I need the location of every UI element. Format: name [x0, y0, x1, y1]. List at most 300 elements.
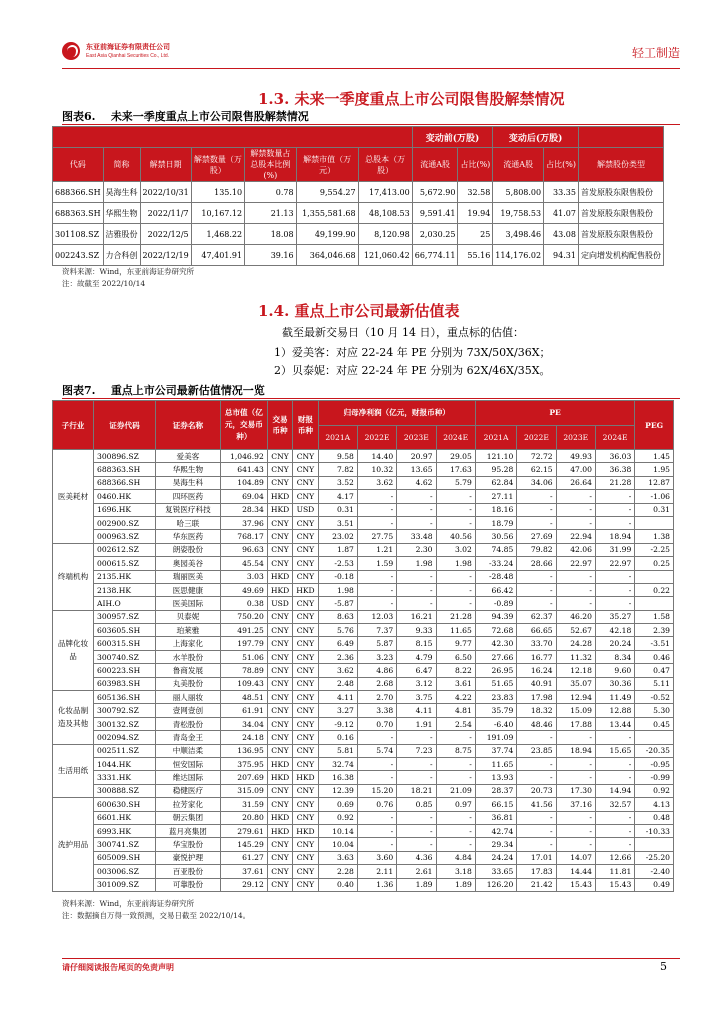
table-cell: 0.85: [397, 798, 436, 811]
table-cell: CNY: [267, 838, 292, 851]
table-cell: CNY: [267, 878, 292, 891]
table-cell: 62.37: [517, 610, 556, 623]
table-cell: 15.43: [595, 878, 634, 891]
col-peg: PEG: [635, 401, 674, 450]
table-cell: 0.69: [318, 798, 357, 811]
table-cell: 74.85: [475, 543, 516, 556]
col-mcap: 总市值（亿元，交易币种）: [220, 401, 267, 450]
table-row: [53, 530, 674, 543]
year-header: 2023E: [556, 425, 595, 450]
table-cell: -10.33: [635, 824, 674, 837]
table-cell: -: [436, 771, 475, 784]
table-row: [53, 650, 674, 663]
lockup-col-header: 解禁数量（万股）: [191, 148, 244, 182]
table-cell: 36.03: [595, 450, 634, 463]
table-cell: 4.13: [635, 798, 674, 811]
table-cell: 12.03: [357, 610, 396, 623]
table-cell: 49.93: [556, 450, 595, 463]
table-cell: 114,176.02: [493, 245, 544, 266]
table-cell: 19.94: [458, 203, 493, 224]
table-cell: 315.09: [220, 784, 267, 797]
table-cell: 3.62: [318, 664, 357, 677]
table-cell: 17.63: [436, 463, 475, 476]
table-cell: 6.47: [397, 664, 436, 677]
table-cell: 47.00: [556, 463, 595, 476]
table-cell: 中顺洁柔: [155, 744, 220, 757]
table-cell: 603605.SH: [94, 624, 156, 637]
table-cell: CNY: [267, 543, 292, 556]
table-cell: CNY: [293, 450, 318, 463]
table-cell: 605009.SH: [94, 851, 156, 864]
table-cell: 瑞丽医美: [155, 570, 220, 583]
table-cell: 21.09: [436, 784, 475, 797]
table-row: [53, 838, 674, 851]
table-row: [53, 851, 674, 864]
table-cell: 22.97: [556, 557, 595, 570]
table-cell: CNY: [267, 664, 292, 677]
table-cell: 33.70: [517, 637, 556, 650]
table-cell: 94.39: [475, 610, 516, 623]
table-cell: 62.15: [517, 463, 556, 476]
table-cell: -2.25: [635, 543, 674, 556]
table-cell: 17.01: [517, 851, 556, 864]
industry-group-label: 洗护用品: [53, 798, 94, 892]
table-cell: 3,498.46: [493, 224, 544, 245]
table-cell: 24.28: [556, 637, 595, 650]
date-note-1: 注：故截至 2022/10/14: [62, 279, 146, 288]
table-cell: 66.15: [475, 798, 516, 811]
table-cell: 25: [458, 224, 493, 245]
table-cell: 1.98: [397, 557, 436, 570]
table-cell: 8.75: [436, 744, 475, 757]
table-cell: 145.29: [220, 838, 267, 851]
table-cell: -: [397, 570, 436, 583]
table-cell: 78.89: [220, 664, 267, 677]
table-cell: 20.24: [595, 637, 634, 650]
table-cell: 17.83: [517, 865, 556, 878]
table-cell: 3.38: [357, 704, 396, 717]
table-cell: 华宝股份: [155, 838, 220, 851]
table-cell: 0.46: [635, 650, 674, 663]
table-cell: 1696.HK: [94, 503, 156, 516]
table-row: [53, 704, 674, 717]
table-cell: -6.40: [475, 717, 516, 730]
table-cell: CNY: [293, 597, 318, 610]
table-cell: -: [556, 811, 595, 824]
table-cell: -: [556, 838, 595, 851]
table-cell: 17,413.00: [358, 182, 412, 203]
table-cell: -: [595, 597, 634, 610]
table-cell: 30.36: [595, 677, 634, 690]
table-cell: -: [595, 490, 634, 503]
table-cell: 20.97: [397, 450, 436, 463]
table-cell: 4.22: [436, 691, 475, 704]
figure-label: 图表6.: [62, 110, 96, 123]
table-cell: 3.51: [318, 516, 357, 529]
table-cell: AIH.O: [94, 597, 156, 610]
table-cell: 62.84: [475, 476, 516, 489]
table-cell: 1.89: [397, 878, 436, 891]
lockup-header-blank: [53, 127, 413, 148]
table-cell: 8.22: [436, 664, 475, 677]
table-cell: 33.35: [544, 182, 579, 203]
year-header: 2021A: [475, 425, 516, 450]
table-cell: 9.77: [436, 637, 475, 650]
table-cell: 首发原股东限售股份: [578, 224, 663, 245]
year-header: 2024E: [436, 425, 475, 450]
table-cell: CNY: [293, 476, 318, 489]
table-row: [53, 476, 674, 489]
table-cell: 7.82: [318, 463, 357, 476]
table-cell: 洁雅股份: [103, 224, 140, 245]
table-cell: -: [357, 583, 396, 596]
table-cell: -0.52: [635, 691, 674, 704]
lockup-col-header: 简称: [103, 148, 140, 182]
table-cell: 5.11: [635, 677, 674, 690]
figure-caption: 未来一季度重点上市公司限售股解禁情况: [110, 110, 309, 123]
table-cell: 0.45: [635, 717, 674, 730]
table-row: [53, 516, 674, 529]
table-cell: 4.17: [318, 490, 357, 503]
table-cell: -: [595, 570, 634, 583]
table-cell: 300741.SZ: [94, 838, 156, 851]
industry-group-label: 生活用纸: [53, 744, 94, 798]
table-cell: HKD: [267, 490, 292, 503]
table-cell: 3.62: [357, 476, 396, 489]
table-cell: -: [556, 597, 595, 610]
table-cell: -: [397, 490, 436, 503]
industry-group-label: 品牌化妆品: [53, 610, 94, 690]
table-cell: CNY: [293, 490, 318, 503]
table-cell: -: [556, 731, 595, 744]
valuation-point-2: 2）贝泰妮：对应 22-24 年 PE 分别为 62X/46X/35X。: [274, 364, 551, 377]
table-cell: -: [517, 824, 556, 837]
table-row: [53, 543, 674, 556]
table-cell: 003006.SZ: [94, 865, 156, 878]
table-cell: 3.03: [220, 570, 267, 583]
table-row: [53, 463, 674, 476]
table-cell: 30.56: [475, 530, 516, 543]
col-pe: PE: [475, 401, 634, 426]
table-cell: 0.92: [635, 784, 674, 797]
table-cell: CNY: [267, 691, 292, 704]
table-cell: 5.76: [318, 624, 357, 637]
table-cell: 301108.SZ: [53, 224, 104, 245]
table-cell: HKD: [267, 771, 292, 784]
table-cell: 0.48: [635, 811, 674, 824]
table-cell: 42.18: [595, 624, 634, 637]
table-cell: -: [436, 583, 475, 596]
table-cell: 375.95: [220, 757, 267, 770]
table-cell: 6993.HK: [94, 824, 156, 837]
table-cell: 2.36: [318, 650, 357, 663]
table-cell: 41.07: [544, 203, 579, 224]
table-cell: -: [397, 516, 436, 529]
table-cell: HKD: [267, 570, 292, 583]
table-cell: 4.36: [397, 851, 436, 864]
table-cell: CNY: [267, 610, 292, 623]
table-cell: -25.20: [635, 851, 674, 864]
table-cell: 华熙生物: [155, 463, 220, 476]
table-cell: 1.89: [436, 878, 475, 891]
table-cell: 29.34: [475, 838, 516, 851]
table-cell: 45.54: [220, 557, 267, 570]
table-cell: -: [436, 757, 475, 770]
table-cell: 641.43: [220, 463, 267, 476]
lockup-col-header: 占比(%): [544, 148, 579, 182]
table-cell: 15.20: [357, 784, 396, 797]
table-cell: CNY: [267, 865, 292, 878]
table-cell: 121,060.42: [358, 245, 412, 266]
lockup-col-header: 总股本（万股）: [358, 148, 412, 182]
table-cell: 32.57: [595, 798, 634, 811]
table-row: [53, 757, 674, 770]
table-cell: -: [556, 824, 595, 837]
table-cell: CNY: [293, 811, 318, 824]
table-cell: -20.35: [635, 744, 674, 757]
table-cell: -: [595, 731, 634, 744]
table-cell: CNY: [293, 704, 318, 717]
footer-divider: [62, 958, 680, 959]
table-cell: -: [357, 516, 396, 529]
table-cell: 95.28: [475, 463, 516, 476]
table-row: [53, 691, 674, 704]
table-cell: 0.92: [318, 811, 357, 824]
table-cell: 4.11: [318, 691, 357, 704]
table-cell: CNY: [293, 557, 318, 570]
table-cell: 605136.SH: [94, 691, 156, 704]
lockup-col-header: 解禁股份类型: [578, 148, 663, 182]
table-cell: 39.16: [245, 245, 297, 266]
table-cell: [635, 516, 674, 529]
table-cell: 18.21: [397, 784, 436, 797]
table-cell: 42.74: [475, 824, 516, 837]
table-cell: 26.64: [556, 476, 595, 489]
table-cell: 8.63: [318, 610, 357, 623]
company-logo-icon: [62, 42, 80, 60]
table-cell: CNY: [293, 851, 318, 864]
table-cell: 41.56: [517, 798, 556, 811]
table-cell: 1,046.92: [220, 450, 267, 463]
table-cell: 8,120.98: [358, 224, 412, 245]
table-cell: 688363.SH: [53, 203, 104, 224]
table-cell: 66.65: [517, 624, 556, 637]
col-industry: 子行业: [53, 401, 94, 450]
table-cell: 48.51: [220, 691, 267, 704]
table-cell: 136.95: [220, 744, 267, 757]
table-cell: 300896.SZ: [94, 450, 156, 463]
table-cell: 0.31: [318, 503, 357, 516]
company-name-en: East Asia Qianhai Securities Co., Ltd.: [86, 53, 170, 59]
year-header: 2022E: [357, 425, 396, 450]
table-cell: 0.38: [220, 597, 267, 610]
table-cell: -: [397, 811, 436, 824]
table-cell: 8.15: [397, 637, 436, 650]
table-cell: 1.91: [397, 717, 436, 730]
table-cell: 0.78: [245, 182, 297, 203]
table-cell: 18.08: [245, 224, 297, 245]
page-header: [62, 38, 680, 68]
table-cell: 0460.HK: [94, 490, 156, 503]
year-header: 2023E: [397, 425, 436, 450]
table-cell: CNY: [293, 516, 318, 529]
table-cell: 5.30: [635, 704, 674, 717]
valuation-table: [52, 400, 674, 892]
table-cell: CNY: [267, 624, 292, 637]
table-row: [53, 245, 664, 266]
table-cell: 36.38: [595, 463, 634, 476]
table-cell: 9.33: [397, 624, 436, 637]
table-cell: 3.02: [436, 543, 475, 556]
table-cell: -0.89: [475, 597, 516, 610]
table-cell: 49.69: [220, 583, 267, 596]
table-cell: 11.49: [595, 691, 634, 704]
table-cell: 华东医药: [155, 530, 220, 543]
table-cell: 11.65: [436, 624, 475, 637]
table-cell: -: [436, 597, 475, 610]
table-cell: 0.40: [318, 878, 357, 891]
table-cell: -: [595, 824, 634, 837]
table-cell: 1.38: [635, 530, 674, 543]
table-cell: -: [595, 503, 634, 516]
table-cell: 66.42: [475, 583, 516, 596]
table-cell: 18.79: [475, 516, 516, 529]
table-cell: 2138.HK: [94, 583, 156, 596]
table-cell: 青松股份: [155, 717, 220, 730]
table-cell: 豪悦护理: [155, 851, 220, 864]
table-cell: 丽人丽妆: [155, 691, 220, 704]
table-cell: CNY: [267, 637, 292, 650]
figure-label: 图表7.: [62, 384, 96, 397]
table-cell: CNY: [293, 717, 318, 730]
source-note-2: 资料来源：Wind，东亚前海证券研究所: [62, 899, 195, 908]
table-cell: 昊海生科: [155, 476, 220, 489]
table-cell: 002511.SZ: [94, 744, 156, 757]
table-cell: 000963.SZ: [94, 530, 156, 543]
table-cell: 2.39: [635, 624, 674, 637]
table-cell: 40.91: [517, 677, 556, 690]
table-cell: 上海家化: [155, 637, 220, 650]
figure-caption: 重点上市公司最新估值情况一览: [110, 384, 265, 397]
table-cell: 768.17: [220, 530, 267, 543]
table-cell: 750.20: [220, 610, 267, 623]
table-cell: CNY: [267, 851, 292, 864]
table-cell: 002900.SZ: [94, 516, 156, 529]
table-cell: -: [436, 811, 475, 824]
table-cell: 35.27: [595, 610, 634, 623]
table-cell: 0.97: [436, 798, 475, 811]
table-cell: -: [556, 570, 595, 583]
table-cell: HKD: [293, 771, 318, 784]
table-cell: 18.94: [595, 530, 634, 543]
table-cell: CNY: [267, 476, 292, 489]
page-number: 5: [660, 960, 667, 973]
valuation-point-1: 1）爱美客：对应 22-24 年 PE 分别为 73X/50X/36X；: [274, 346, 551, 359]
table-cell: CNY: [293, 838, 318, 851]
table-cell: 0.70: [357, 717, 396, 730]
table-cell: 301009.SZ: [94, 878, 156, 891]
table-cell: 207.69: [220, 771, 267, 784]
table-cell: 0.76: [357, 798, 396, 811]
table-cell: 300792.SZ: [94, 704, 156, 717]
lockup-col-header: 代码: [53, 148, 104, 182]
industry-group-label: 化妆品制造及其他: [53, 691, 94, 745]
table-cell: 37.74: [475, 744, 516, 757]
table-cell: 4.81: [436, 704, 475, 717]
table-cell: -: [556, 757, 595, 770]
table-cell: 珀莱雅: [155, 624, 220, 637]
table-cell: CNY: [293, 624, 318, 637]
table-cell: 7.37: [357, 624, 396, 637]
table-cell: -: [556, 490, 595, 503]
table-cell: 0.47: [635, 664, 674, 677]
table-cell: CNY: [267, 784, 292, 797]
table-cell: 2.70: [357, 691, 396, 704]
table-cell: 21.13: [245, 203, 297, 224]
table-row: [53, 610, 674, 623]
table-cell: -: [397, 838, 436, 851]
table-cell: 12.39: [318, 784, 357, 797]
table-cell: 2022/10/31: [140, 182, 191, 203]
table-cell: 37.61: [220, 865, 267, 878]
table-cell: 4.86: [357, 664, 396, 677]
table-cell: 2.28: [318, 865, 357, 878]
table-cell: -: [357, 570, 396, 583]
table-cell: 197.79: [220, 637, 267, 650]
table-cell: 3.60: [357, 851, 396, 864]
table-cell: -: [517, 811, 556, 824]
table-cell: CNY: [293, 664, 318, 677]
table-cell: 力合科创: [103, 245, 140, 266]
table-cell: 12.88: [595, 704, 634, 717]
table-cell: 16.21: [397, 610, 436, 623]
table-cell: 2022/12/5: [140, 224, 191, 245]
table-cell: 24.18: [220, 731, 267, 744]
table-cell: 26.95: [475, 664, 516, 677]
table-cell: 2022/11/7: [140, 203, 191, 224]
table-cell: -5.87: [318, 597, 357, 610]
table-cell: 1.59: [357, 557, 396, 570]
table-cell: -: [357, 771, 396, 784]
col-fin-ccy: 财报币种: [293, 401, 318, 450]
table-row: [53, 450, 674, 463]
table-cell: 17.30: [556, 784, 595, 797]
table-cell: CNY: [293, 610, 318, 623]
table-cell: 3331.HK: [94, 771, 156, 784]
table-cell: 贝泰妮: [155, 610, 220, 623]
table-cell: 首发原股东限售股份: [578, 182, 663, 203]
table-cell: 002094.SZ: [94, 731, 156, 744]
table-cell: 40.56: [436, 530, 475, 543]
table-cell: 17.98: [517, 691, 556, 704]
table-cell: 22.97: [595, 557, 634, 570]
table-cell: 10.14: [318, 824, 357, 837]
table-cell: 6601.HK: [94, 811, 156, 824]
table-cell: CNY: [293, 650, 318, 663]
table-cell: 600315.SH: [94, 637, 156, 650]
table-cell: -: [357, 811, 396, 824]
table-cell: 2.48: [318, 677, 357, 690]
table-cell: CNY: [267, 530, 292, 543]
table-row: [53, 717, 674, 730]
table-row: [53, 503, 674, 516]
table-cell: 水羊股份: [155, 650, 220, 663]
table-cell: 2135.HK: [94, 570, 156, 583]
table-cell: CNY: [267, 516, 292, 529]
table-cell: CNY: [267, 798, 292, 811]
table-cell: -: [595, 583, 634, 596]
table-cell: 48,108.53: [358, 203, 412, 224]
